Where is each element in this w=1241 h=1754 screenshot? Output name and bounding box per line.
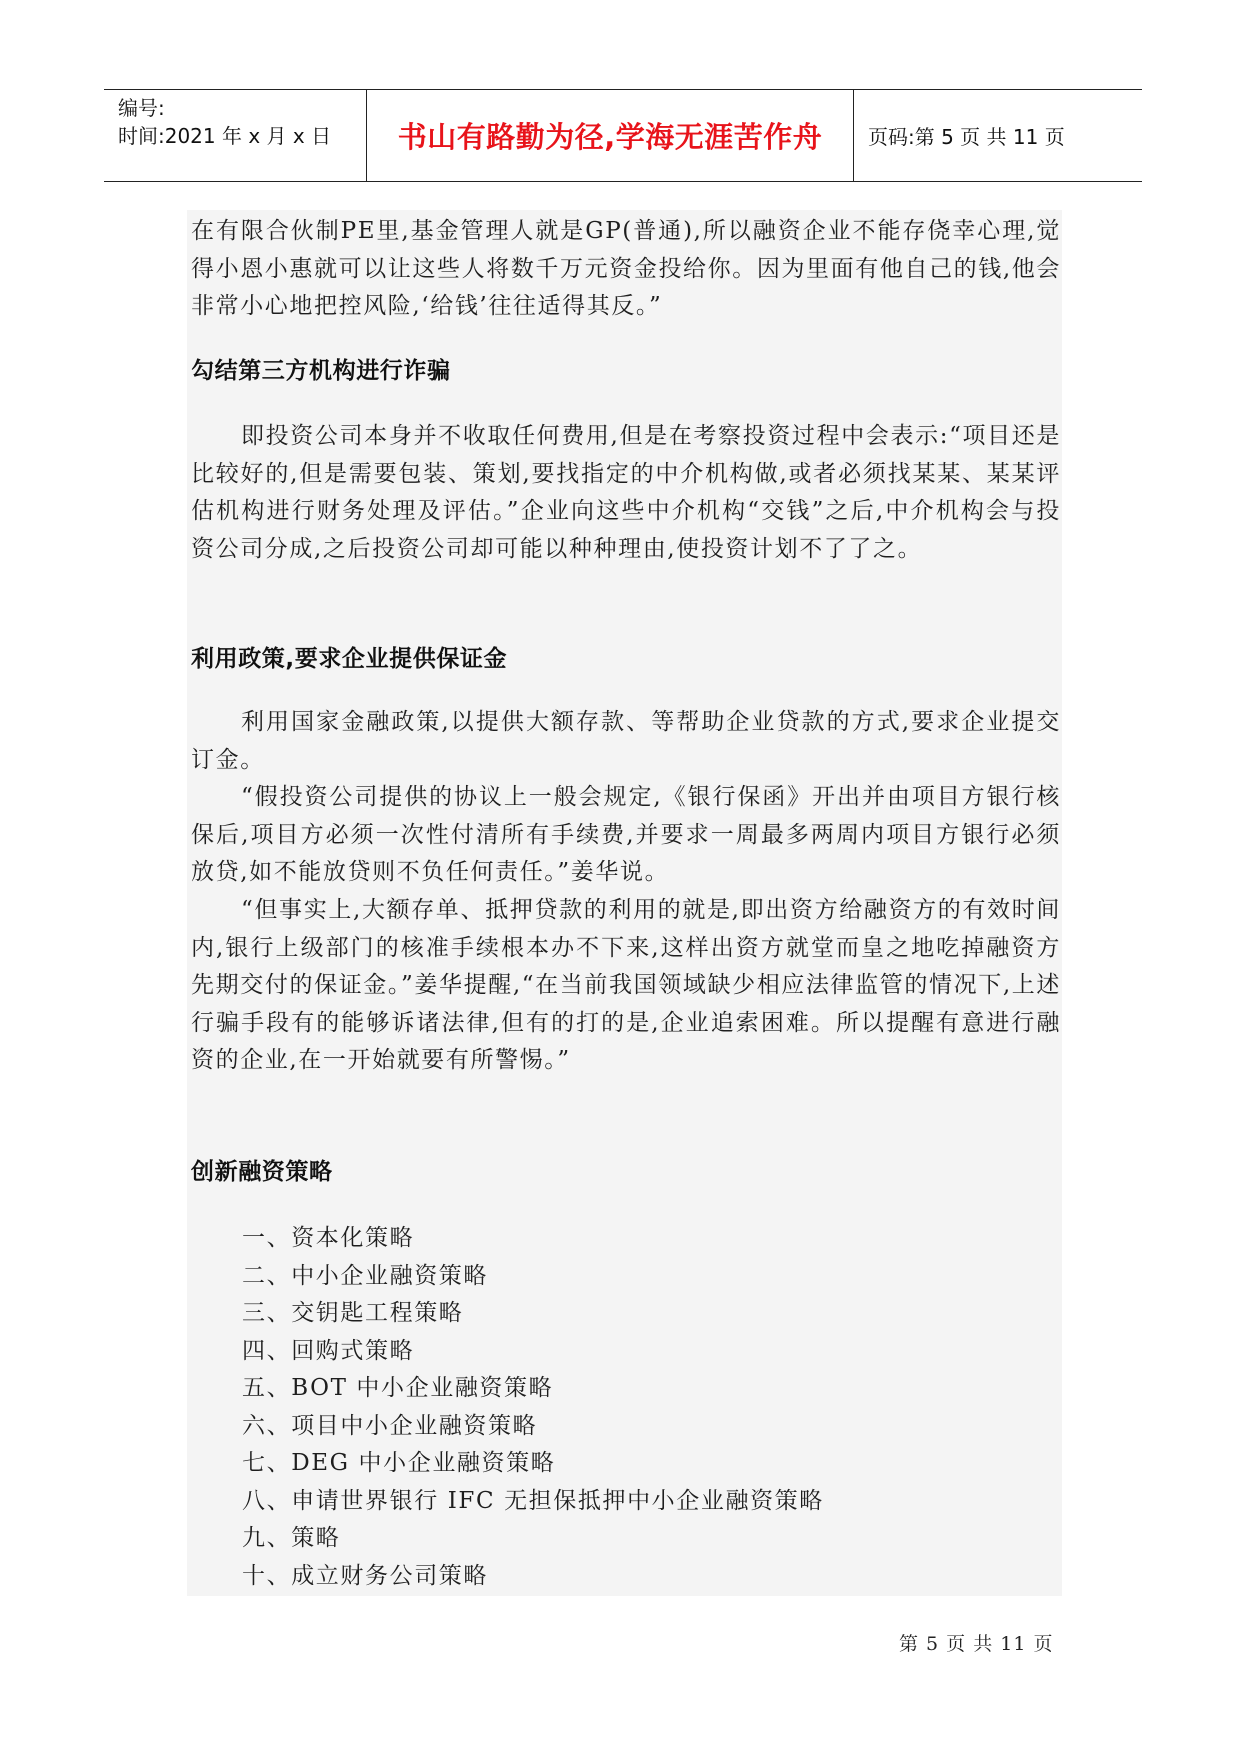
serial-label: 编号: bbox=[118, 96, 165, 120]
list-item: 一、资本化策略 bbox=[242, 1225, 415, 1251]
section2-paragraph-2: “假投资公司提供的协议上一般会规定,《银行保函》开出并由项目方银行核保后,项目方必须一次性付清所有手续费,并要求一周最多两周内项目方银行必须放贷,如不能放贷则不负任何责任。”姜华说。 bbox=[191, 784, 1061, 885]
strategy-list bbox=[242, 1220, 824, 1595]
section2-paragraph-1: 利用国家金融政策,以提供大额存款、等帮助企业贷款的方式,要求企业提交订金。 bbox=[191, 709, 1061, 773]
section-heading-collusion: 勾结第三方机构进行诈骗 bbox=[191, 358, 451, 384]
list-item: 六、项目中小企业融资策略 bbox=[242, 1412, 538, 1439]
header-meta-cell bbox=[104, 90, 367, 181]
list-item: 二、中小企业融资策略 bbox=[242, 1262, 488, 1289]
list-item: 四、回购式策略 bbox=[242, 1337, 415, 1364]
intro-paragraph: 在有限合伙制PE里,基金管理人就是GP(普通),所以融资企业不能存侥幸心理,觉得小恩小惠就可以让这些人将数千万元资金投给你。因为里面有他自己的钱,他会非常小心地把控风险,‘给钱’往往适得其反。” bbox=[191, 218, 1061, 319]
list-item: 三、交钥匙工程策略 bbox=[242, 1300, 464, 1326]
section1-paragraph: 即投资公司本身并不收取任何费用,但是在考察投资过程中会表示:“项目还是比较好的,但是需要包装、策划,要找指定的中介机构做,或者必须找某某、某某评估机构进行财务处理及评估。”企业向这些中介机构“交钱”之后,中介机构会与投资公司分成,之后投资公司却可能以种种理由,使投资计划不了了之。 bbox=[191, 423, 1061, 562]
section2-paragraph-3: “但事实上,大额存单、抵押贷款的利用的就是,即出资方给融资方的有效时间内,银行上级部门的核准手续根本办不下来,这样出资方就堂而皇之地吃掉融资方先期交付的保证金。”姜华提醒,“在当前我国领域缺少相应法律监管的情况下,上述行骗手段有的能够诉诸法律,但有的打的是,企业追索困难。所以提醒有意进行融资的企业,在一开始就要有所警惕。” bbox=[191, 897, 1061, 1073]
header-motto: 书山有路勤为径,学海无涯苦作舟 bbox=[367, 90, 854, 181]
section-heading-deposit: 利用政策,要求企业提供保证金 bbox=[191, 646, 508, 672]
list-item: 十、成立财务公司策略 bbox=[242, 1562, 488, 1589]
list-item: 九、策略 bbox=[242, 1525, 341, 1551]
header-page-label: 页码:第 5 页 共 11 页 bbox=[868, 125, 1065, 149]
list-item: 七、DEG 中小企业融资策略 bbox=[242, 1450, 556, 1476]
section-heading-strategies: 创新融资策略 bbox=[191, 1159, 333, 1185]
page-footer: 第 5 页 共 11 页 bbox=[899, 1633, 1054, 1655]
time-label: 时间:2021 年 x 月 x 日 bbox=[118, 124, 332, 148]
list-item: 五、BOT 中小企业融资策略 bbox=[242, 1375, 554, 1401]
page-header bbox=[104, 89, 1142, 182]
document-body bbox=[187, 210, 1062, 1596]
list-item: 八、申请世界银行 IFC 无担保抵押中小企业融资策略 bbox=[242, 1487, 824, 1514]
